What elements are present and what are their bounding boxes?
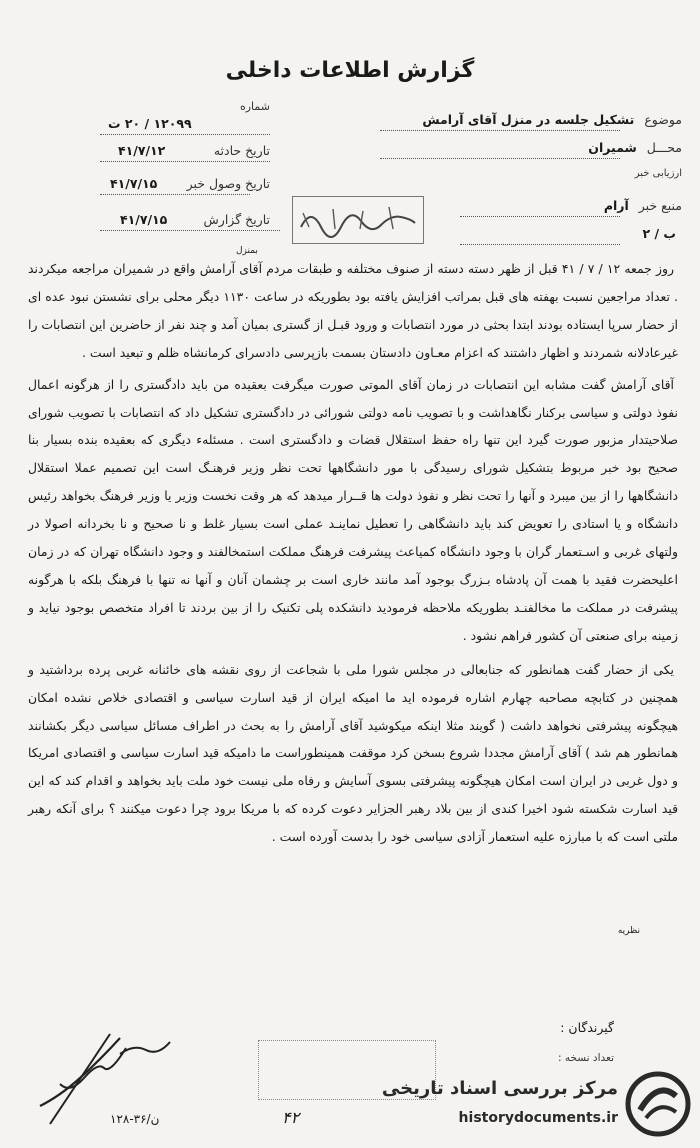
paragraph-3: یکی از حضار گفت همانطور که جنابعالی در مجلس شورا ملی با شجاعت از روی نقشه های خائنانه غربی پرده برداشتید و همچنین در کتابچه مصاحبه چهارم اشاره فرموده اید ما امیکه ایران از قید اسارت سیاسی و اقتصادی خلاص نشده امکان هیچگونه پیشرفتی نخواهد داشت ( گویند مثلا اینکه میکوشید آقای آرامش را به بحث در اطراف مسائل سیاسی دیگر بکشانند همانطور هم شد ) آقای آرامش مجددا شروع بسخن کرد موقفت همینطوراست ما دامیکه قید اسارت سیاسی و اقتصادی امریکا و دول غربی در ایران است امکان هیچگونه پیشرفتی بسوی آسایش و رفاه ملی نیست خود ملت باید بخواهد و اقدام کند که این قید اسارت شکسته شود اخیرا کندی از بین بلاد رهبر الجزایر دعوت کرده که با مریکا برود چرا دعوت میکنند ؟ برای آنکه رهبر ملتی است که با مبارزه علیه استعمار آزادی سیاسی خود را بدست آورده است . <box>28 661 678 845</box>
archive-watermark <box>362 1070 692 1142</box>
inserted-word: بمنزل <box>236 246 258 256</box>
source-dotline <box>460 216 620 217</box>
page-number: ۴۲ <box>282 1108 300 1127</box>
incident-date-value: ۴۱/۷/۱۲ <box>118 143 166 158</box>
receipt-date-wrap <box>110 176 163 191</box>
report-body <box>28 255 678 855</box>
reference-number: ۱۲۸-۳۶/ن <box>110 1112 160 1126</box>
source-label: منبع خبر <box>638 198 682 213</box>
number-row <box>240 100 270 113</box>
number-value-wrap <box>108 116 198 131</box>
place-dotline <box>380 158 620 159</box>
incident-date-dotline <box>100 161 270 162</box>
number-label: شماره <box>239 100 270 113</box>
assessment-row <box>635 168 682 179</box>
paragraph-2: آقای آرامش گفت مشابه این انتصابات در زمان آقای الموتی صورت میگرفت بعقیده من باید دادگستری را از هرگونه اعمال نفوذ دولتی و سیاسی برکنار نگاهداشت و با تصویب نامه دولتی شورائی در دادگستری تشکیل داد که انتصابات با تصویب شورای صلاحیتدار مزبور صورت گیرد این تنها راه حفظ استقلال قضات و دادگستری است . مسئلهء دیگری که بعقیده بنده بسیار بنا صحیح بود خبر مربوط بتشکیل شورای رسیدگی با مور دانشگاهها تحت نظر وزیر فرهنـگ است این تصمیم عملا استقلال دانشگاهها را از بین میبرد و آنها را تحت نظر و نفوذ دولت ها قــرار میدهد که هر وقت نخست وزیر یا وزیر فرهنگ بخواهد رئیس دانشگاه و یا استادی را تعویض کند باید دانشگاهی را تعطیل نماینـد عملی است بسیار غلط و نا صحیح و نا بخردانه اصولا در ولتهای غربی و اسـتعمار گران با وجود دانشگاه کمیاعث پیشرفت فرهنگ مملکت استمخالفند و وجود دانشگاه تهران که در زمان اعلیحضرت فقید با همت آن پادشاه بـزرگ بوجود آمد مانند خاری است بر چشمان آنان و آنها نه تنها با فرهنگ بلکه با هرگونه پیشرفت در مملکت ما مخالفنـد بطوریکه ملاحظه فرمودید دانشکده پلی تکنیک را از بین بردند تا افراد متخصص بوجود نیاید و زمینه برای صنعتی آن کشور فراهم نشود . <box>28 376 678 643</box>
copies-label: تعداد نسخه : <box>557 1052 614 1064</box>
report-date-value: ۴۱/۷/۱۵ <box>120 212 168 227</box>
assessment-label: ارزیابی خبر <box>634 168 682 179</box>
source-value: آرام <box>603 198 629 213</box>
receipt-date-value: ۴۱/۷/۱۵ <box>110 176 158 191</box>
incident-date-row <box>214 143 270 158</box>
number-value: ۱۲۰۹۹ / ۲۰ ت <box>108 116 192 131</box>
report-date-label: تاریخ گزارش <box>203 212 270 227</box>
incident-date-label: تاریخ حادثه <box>213 143 270 158</box>
grade-dotline <box>460 244 620 245</box>
assessment-value: ب / ۲ <box>642 226 676 241</box>
number-dotline <box>100 134 270 135</box>
receipt-date-label: تاریخ وصول خبر <box>186 176 270 191</box>
subject-dotline <box>380 130 620 131</box>
paragraph-1: روز جمعه ۱۲ / ۷ / ۴۱ قبل از ظهر دسته دسته از صنوف مختلفه و طبقات مردم آقای آرامش واقع در شمیران مراجعه میکردند . تعداد مراجعین نسبت بهفته های قبل بمراتب افزایش یافته بود بطوریکه در ساعت ۱۱۳۰ دیگر محلی برای نشستن نبود عده ای از حضار سرپا ایستاده بودند ابتدا بحثی در مورد انتصابات و ورود قبـل از گستری بمیان آمد و چند نفر از حاضرین این انتصابات را غیرعادلانه شمردند و اظهار داشتند که اعزام معـاون دادستان بسمت بازپرسی دادسرای کرمانشاه ظلم و تبعید است . <box>28 261 678 360</box>
subject-value: تشکیل جلسه در منزل آقای آرامش <box>422 112 635 127</box>
subject-label: موضوع <box>644 112 682 127</box>
grade-row <box>643 226 682 241</box>
report-date-wrap <box>120 212 173 227</box>
receipt-date-row <box>187 176 270 191</box>
place-row <box>588 140 682 155</box>
place-value: شمیران <box>588 140 637 155</box>
incident-date-wrap <box>118 143 171 158</box>
redacted-stamp <box>292 196 424 244</box>
report-title: گزارش اطلاعات داخلی <box>225 58 475 83</box>
margin-note: نظریه <box>617 926 640 936</box>
watermark-text: مرکز بررسی اسناد تاریخی <box>381 1078 618 1099</box>
watermark-url: historydocuments.ir <box>458 1110 618 1126</box>
stamp-scribble-icon <box>293 197 423 243</box>
report-date-dotline <box>100 230 280 231</box>
receipt-date-dotline <box>100 194 250 195</box>
place-label: محـــل <box>646 140 682 155</box>
archive-logo-icon <box>624 1070 692 1138</box>
report-date-row <box>204 212 270 227</box>
source-row <box>604 198 682 213</box>
recipients-label: گیرندگان : <box>560 1020 614 1035</box>
subject-row <box>422 112 682 127</box>
